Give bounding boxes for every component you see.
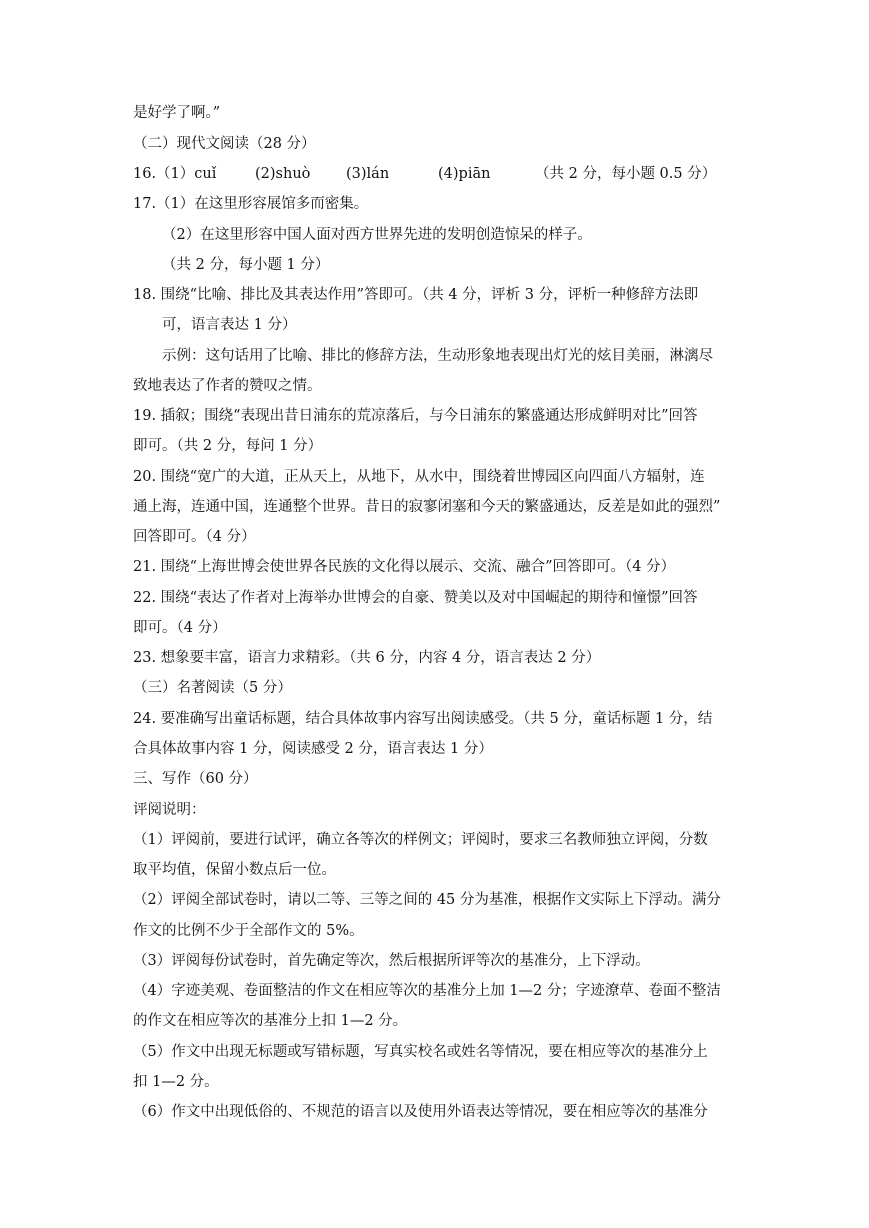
answer-24: 24. 要准确写出童话标题，结合具体故事内容写出阅读感受。（共 5 分，童话标题 1 分，结 <box>133 711 713 727</box>
answer-17-score: （共 2 分，每小题 1 分） <box>162 257 330 273</box>
section-heading: （二）现代文阅读（28 分） <box>133 136 316 152</box>
rubric-item-1-cont: 取平均值，保留小数点后一位。 <box>133 862 336 878</box>
rubric-heading: 评阅说明： <box>133 802 206 818</box>
answer-18-example-cont: 致地表达了作者的赞叹之情。 <box>133 378 322 394</box>
answer-24-cont: 合具体故事内容 1 分，阅读感受 2 分，语言表达 1 分） <box>133 741 493 757</box>
rubric-item-5-cont: 扣 1—2 分。 <box>133 1074 219 1090</box>
text-line: 是好学了啊。” <box>133 105 221 121</box>
answer-22-cont: 即可。（4 分） <box>133 620 227 636</box>
answer-19-cont: 即可。（共 2 分，每问 1 分） <box>133 438 323 454</box>
answer-20-cont-2: 回答即可。（4 分） <box>133 529 256 545</box>
answer-16-part-1: 16.（1）cuǐ <box>133 166 217 182</box>
answer-16-part-4: (4)piān <box>438 166 491 182</box>
answer-18-example: 示例：这句话用了比喻、排比的修辞方法，生动形象地表现出灯光的炫目美丽，淋漓尽 <box>162 348 713 364</box>
rubric-item-5: （5）作文中出现无标题或写错标题，写真实校名或姓名等情况，要在相应等次的基准分上 <box>133 1044 708 1060</box>
answer-20: 20. 围绕“宽广的大道，正从天上，从地下，从水中，围绕着世博园区向四面八方辐射，连 <box>133 469 705 485</box>
answer-23: 23. 想象要丰富，语言力求精彩。（共 6 分，内容 4 分，语言表达 2 分） <box>133 650 601 666</box>
answer-18: 18. 围绕“比喻、排比及其表达作用”答即可。（共 4 分，评析 3 分，评析一种修辞方法即 <box>133 287 699 303</box>
section-heading: （三）名著阅读（5 分） <box>133 680 292 696</box>
answer-17-1: 17.（1）在这里形容展馆多而密集。 <box>133 196 369 212</box>
answer-20-cont: 通上海，连通中国，连通整个世界。昔日的寂寥闭塞和今天的繁盛通达，反差是如此的强烈” <box>133 499 721 515</box>
answer-18-cont: 可，语言表达 1 分） <box>162 317 297 333</box>
answer-19: 19. 插叙；围绕“表现出昔日浦东的荒凉落后，与今日浦东的繁盛通达形成鲜明对比”回答 <box>133 408 698 424</box>
rubric-item-4-cont: 的作文在相应等次的基准分上扣 1—2 分。 <box>133 1013 408 1029</box>
answer-21: 21. 围绕“上海世博会使世界各民族的文化得以展示、交流、融合”回答即可。（4 分） <box>133 559 676 575</box>
answer-16 <box>133 164 741 184</box>
answer-16-part-2: (2)shuò <box>255 166 311 182</box>
rubric-item-2-cont: 作文的比例不少于全部作文的 5%。 <box>133 923 364 939</box>
rubric-item-6: （6）作文中出现低俗的、不规范的语言以及使用外语表达等情况，要在相应等次的基准分 <box>133 1104 708 1120</box>
rubric-item-4: （4）字迹美观、卷面整洁的作文在相应等次的基准分上加 1—2 分；字迹潦草、卷面不整洁 <box>133 983 721 999</box>
rubric-item-1: （1）评阅前，要进行试评，确立各等次的样例文；评阅时，要求三名教师独立评阅，分数 <box>133 832 708 848</box>
rubric-item-3: （3）评阅每份试卷时，首先确定等次，然后根据所评等次的基准分，上下浮动。 <box>133 953 650 969</box>
answer-17-2: （2）在这里形容中国人面对西方世界先进的发明创造惊呆的样子。 <box>162 227 592 243</box>
rubric-item-2: （2）评阅全部试卷时，请以二等、三等之间的 45 分为基准，根据作文实际上下浮动。满分 <box>133 892 721 908</box>
answer-16-score: （共 2 分，每小题 0.5 分） <box>535 166 717 182</box>
answer-22: 22. 围绕“表达了作者对上海举办世博会的自豪、赞美以及对中国崛起的期待和憧憬”回答 <box>133 590 698 606</box>
section-heading: 三、写作（60 分） <box>133 771 258 787</box>
answer-16-part-3: (3)lán <box>346 166 390 182</box>
